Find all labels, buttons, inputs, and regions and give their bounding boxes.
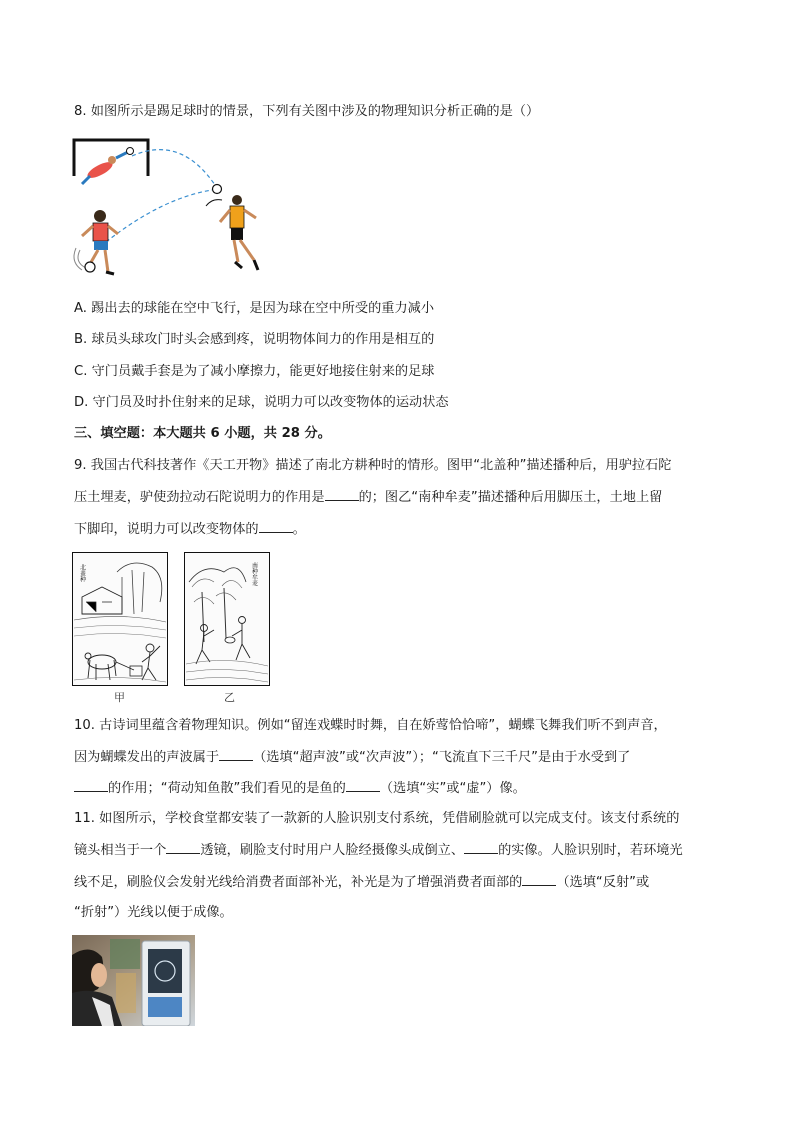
q10-line2-text-b: （选填“超声波”或“次声波”）；“飞流直下三千尺”是由于水受到了 <box>253 750 631 765</box>
q10-line2 <box>74 748 630 767</box>
soccer-figure <box>72 136 272 281</box>
caption-jia: 甲 <box>114 691 125 704</box>
q11-blank-2 <box>464 841 498 854</box>
q8-option-a: A. 踢出去的球能在空中飞行，是因为球在空中所受的重力减小 <box>74 301 435 316</box>
kicker-illustration <box>74 210 118 274</box>
q10-line3 <box>74 779 526 798</box>
goalkeeper-illustration <box>82 148 134 185</box>
q11-line2-text-c: 的实像。人脸识别时，若环境光 <box>498 843 683 858</box>
woodcut-figure-yi <box>184 552 270 686</box>
q9-line3-text-a: 下脚印，说明力可以改变物体的 <box>74 522 259 537</box>
q11-blank-3 <box>522 873 556 886</box>
q10-line2-text-a: 因为蝴蝶发出的声波属于 <box>74 750 220 765</box>
jia-inscription: 北盖种 <box>78 564 86 582</box>
q10-line3-text-b: 的作用；“荷动知鱼散”我们看见的是鱼的 <box>108 781 346 796</box>
q9-blank-1 <box>325 488 359 501</box>
q8-option-c: C. 守门员戴手套是为了减小摩擦力，能更好地接住射来的足球 <box>74 364 435 379</box>
q11-line3-text-b: （选填“反射”或 <box>556 875 650 890</box>
q11-line3 <box>74 873 649 892</box>
q11-blank-1 <box>166 841 200 854</box>
face-payment-photo <box>72 935 195 1026</box>
q9-line2 <box>74 488 662 507</box>
q8-stem: 8. 如图所示是踢足球时的情景，下列有关图中涉及的物理知识分析正确的是（） <box>74 104 540 119</box>
q8-option-b: B. 球员头球攻门时头会感到疼，说明物体间力的作用是相互的 <box>74 332 435 347</box>
header-player-illustration <box>220 195 258 270</box>
q10-line3-text-c: （选填“实”或“虚”）像。 <box>379 781 526 796</box>
q9-line3 <box>74 520 306 539</box>
woodcut-figure-jia <box>72 552 168 686</box>
q9-line2-text-b: 的；图乙“南种牟麦”描述播种后用脚压土，土地上留 <box>358 490 663 505</box>
caption-yi: 乙 <box>224 691 235 704</box>
q11-line1: 11. 如图所示，学校食堂都安装了一款新的人脸识别支付系统，凭借刷脸就可以完成支付。该支付系统的 <box>74 811 680 826</box>
q11-line2-text-b: 透镜，刷脸支付时用户人脸经摄像头成倒立、 <box>200 843 465 858</box>
q11-line4: “折射”）光线以便于成像。 <box>74 905 233 920</box>
q11-line2 <box>74 841 683 860</box>
yi-inscription: 南种牟麦 <box>250 562 258 586</box>
q10-blank-3 <box>346 779 380 792</box>
q9-blank-2 <box>259 520 293 533</box>
q10-line1: 10. 古诗词里蕴含着物理知识。例如“留连戏蝶时时舞，自在娇莺恰恰啼”，蝴蝶飞舞我们听不到声音， <box>74 718 667 733</box>
q9-line2-text-a: 压土埋麦，驴使劲拉动石陀说明力的作用是 <box>74 490 325 505</box>
q9-line3-text-b: 。 <box>292 522 306 537</box>
q11-line3-text-a: 线不足，刷脸仪会发射光线给消费者面部补光，补光是为了增强消费者面部的 <box>74 875 523 890</box>
section-heading: 三、填空题：本大题共 6 小题，共 28 分。 <box>74 426 331 441</box>
q8-option-d: D. 守门员及时扑住射来的足球，说明力可以改变物体的运动状态 <box>74 395 449 410</box>
q10-blank-1 <box>219 748 253 761</box>
q9-line1: 9. 我国古代科技著作《天工开物》描述了南北方耕种时的情形。图甲“北盖种”描述播种后，用驴拉石陀 <box>74 458 672 473</box>
q10-blank-2 <box>74 779 108 792</box>
q11-line2-text-a: 镜头相当于一个 <box>74 843 167 858</box>
